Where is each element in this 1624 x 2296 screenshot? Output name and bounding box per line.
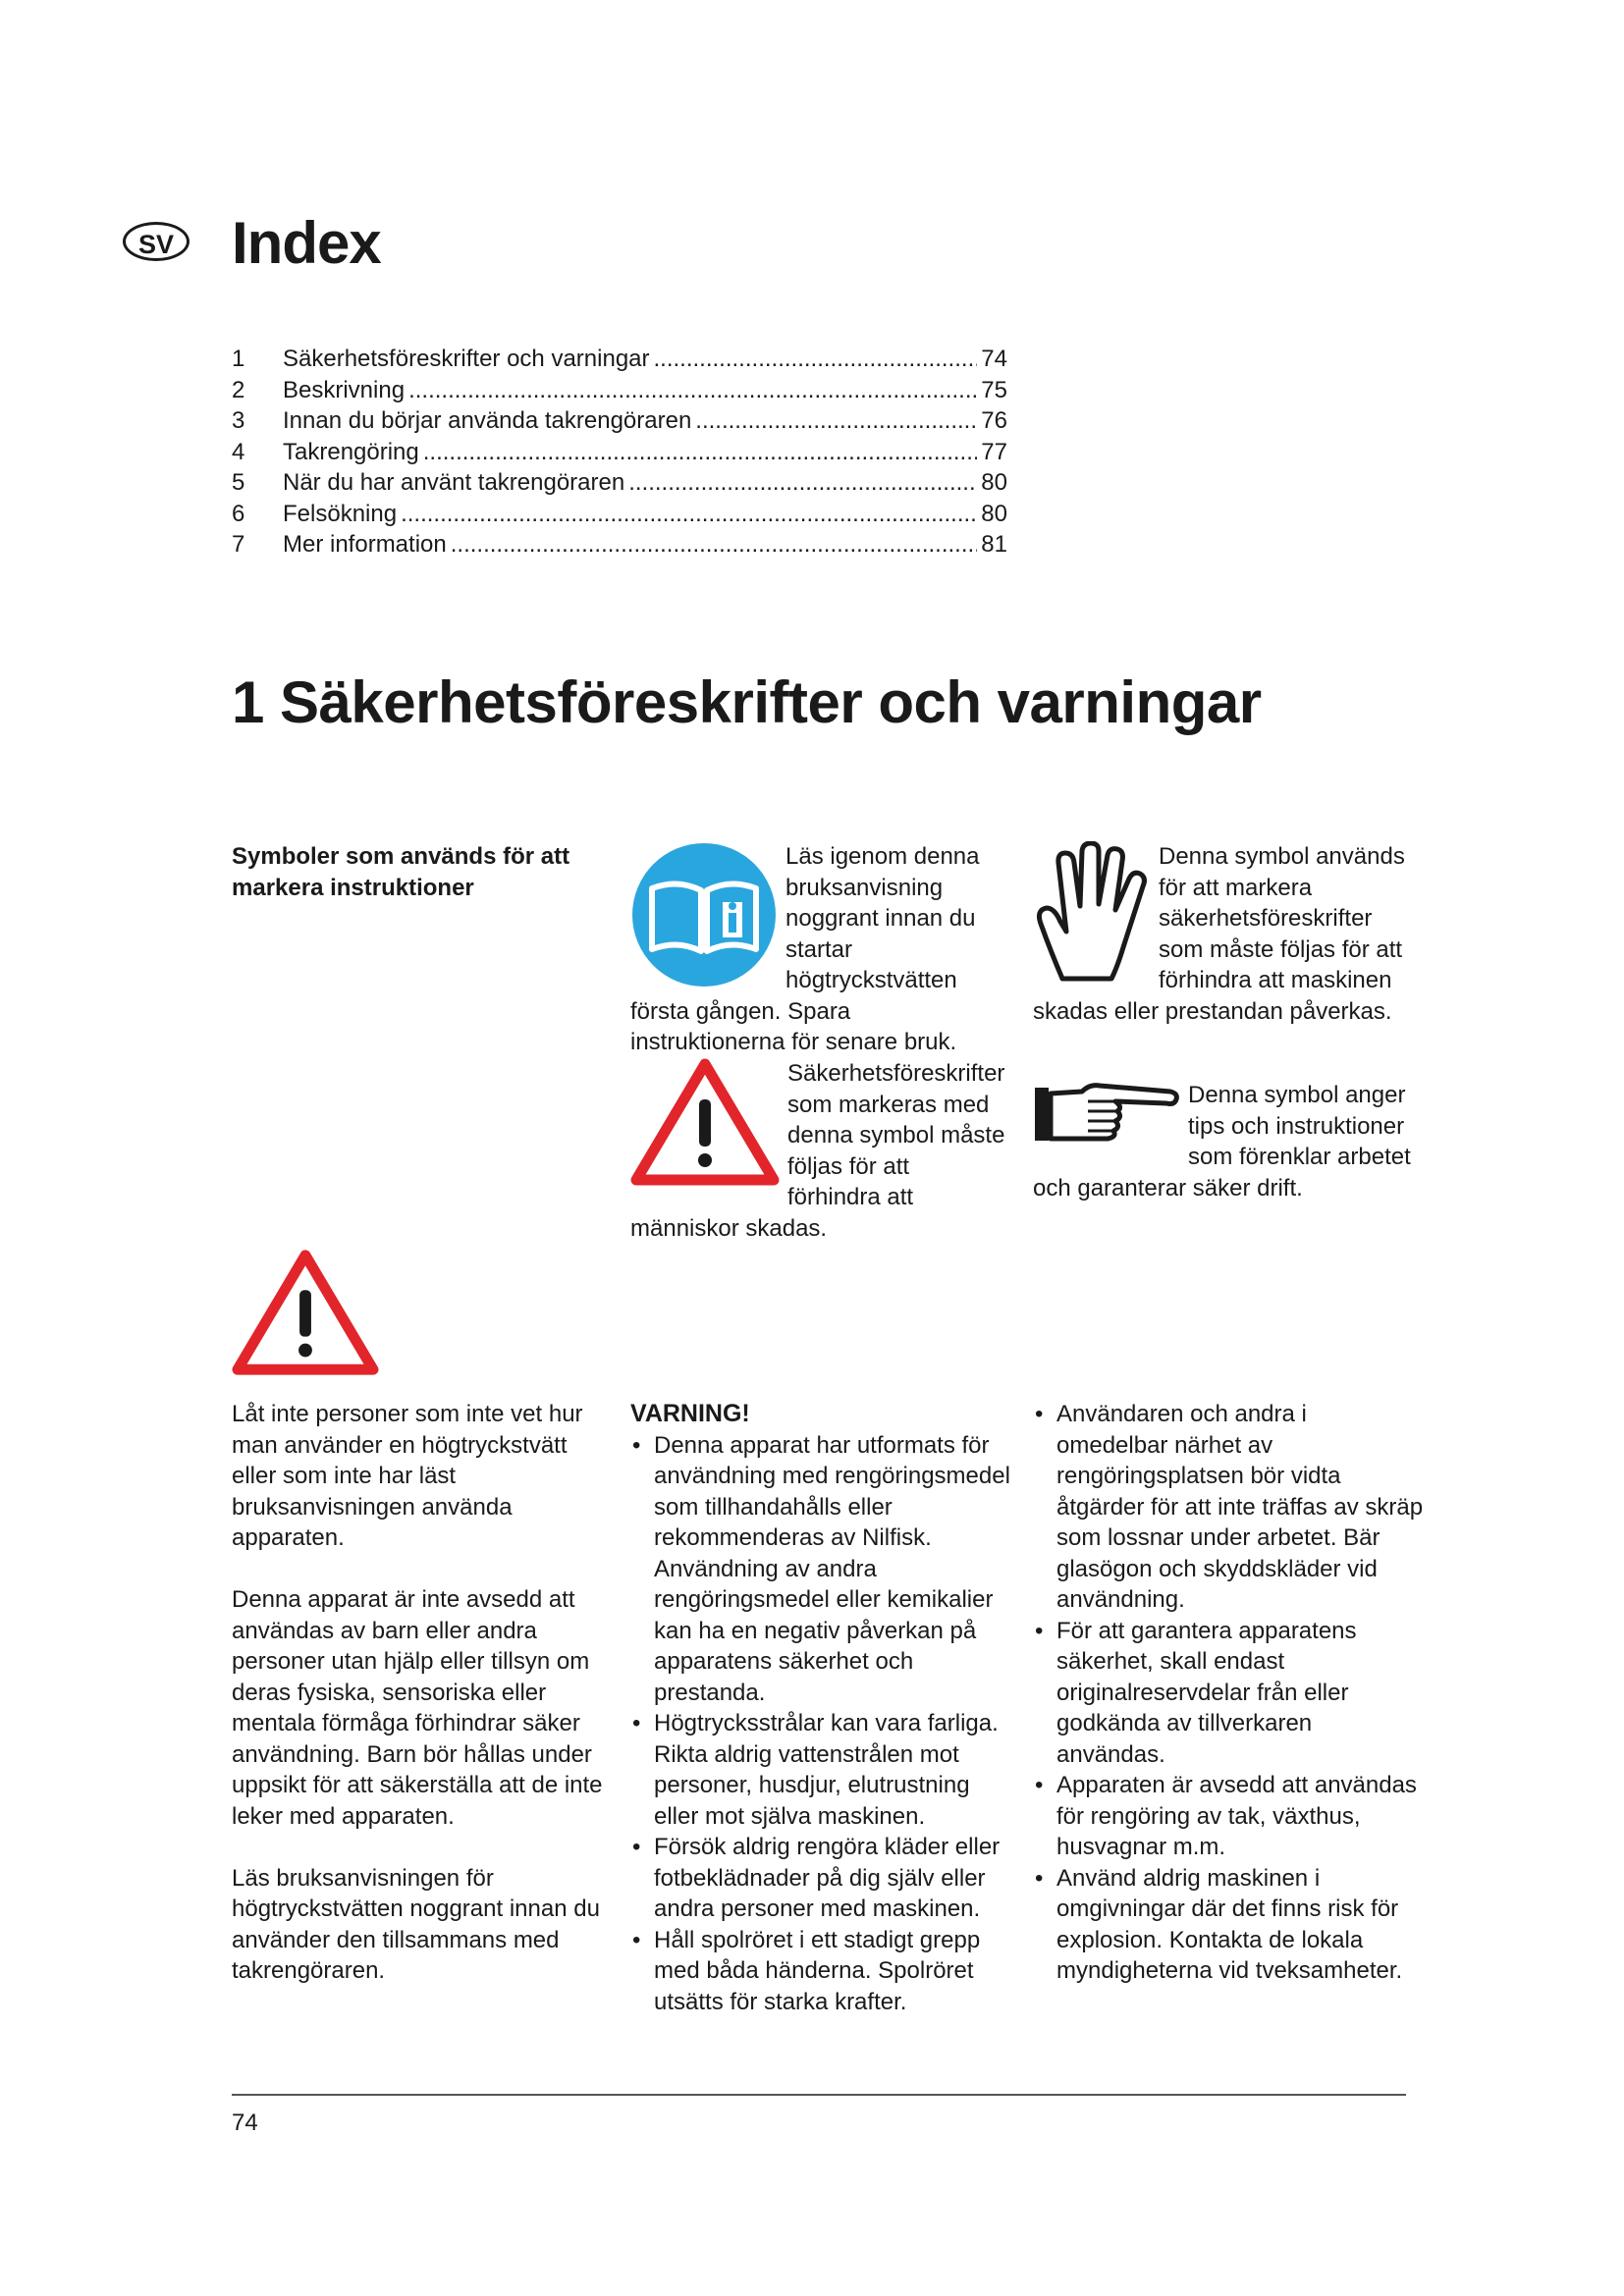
warning-list [630, 1430, 1019, 2018]
toc-number: 4 [232, 438, 245, 465]
toc-leader-dots [401, 499, 977, 530]
toc-title: När du har använt takrengöraren [283, 469, 625, 496]
symbol-hand-block [1033, 841, 1414, 1027]
toc-entry[interactable] [232, 499, 1007, 530]
toc-title: Takrengöring [283, 438, 419, 465]
paragraph: Läs bruksanvisningen för högtryckstvätten noggrant innan du använder den tillsammans med takrengöraren. [232, 1864, 600, 1984]
toc-leader-dots [451, 529, 978, 561]
toc-title: Felsökning [283, 500, 398, 527]
warning-triangle-icon [232, 1249, 379, 1376]
read-manual-icon [630, 841, 778, 988]
toc-entry[interactable] [232, 529, 1007, 561]
middle-column [630, 1399, 1019, 2017]
warning-triangle-icon [630, 1058, 780, 1186]
list-item: • Försök aldrig rengöra kläder eller fotbeklädnader på dig själv eller andra personer med maskinen. [630, 1832, 1019, 1925]
symbol-read-manual-block [630, 841, 1003, 1058]
symbol-warning-text: Säkerhetsföreskrifter som markeras med denna symbol måste följas för att förhindra att människor skadas. [630, 1060, 1005, 1242]
toc-page-number: 76 [981, 407, 1007, 434]
toc-entry[interactable] [232, 405, 1007, 437]
paragraph: Denna apparat är inte avsedd att användas av barn eller andra personer utan hjälp eller tillsyn om deras fysiska, sensoriska eller mentala förmåga förhindrar säker användning. Barn bör hållas under uppsikt för att säkerställa att de inte leker med apparaten. [232, 1586, 603, 1830]
list-item: • Användaren och andra i omedelbar närhet av rengöringsplatsen bör vidta åtgärder för att inte träffas av skräp som lossnar under arbetet. Bär glasögon och skyddskläder vid användning. [1033, 1399, 1424, 1616]
symbol-warning-block [630, 1058, 1007, 1244]
toc-title: Innan du börjar använda takrengöraren [283, 407, 692, 434]
list-item: • Apparaten är avsedd att användas för rengöring av tak, växthus, husvagnar m.m. [1033, 1770, 1424, 1863]
toc-number: 3 [232, 407, 245, 434]
toc-entry[interactable] [232, 437, 1007, 468]
language-badge: SV [123, 222, 189, 261]
toc-number: 5 [232, 469, 245, 496]
toc-number: 6 [232, 500, 245, 527]
warning-heading: VARNING! [630, 1400, 750, 1427]
list-item: • Denna apparat har utformats för användning med rengöringsmedel som tillhandahålls eller rekommenderas av Nilfisk. Användning av andra rengöringsmedel eller kemikalier kan ha en negativ påverkan på apparatens säkerhet och prestanda. [630, 1430, 1019, 1709]
list-item: • Högtrycksstrålar kan vara farliga. Rikta aldrig vattenstrålen mot personer, husdjur, elutrustning eller mot själva maskinen. [630, 1708, 1019, 1832]
section-title: 1 Säkerhetsföreskrifter och varningar [232, 669, 1262, 735]
left-column [232, 1399, 617, 2017]
paragraph: Låt inte personer som inte vet hur man använder en högtryckstvätt eller som inte har läst bruksanvisningen använda apparaten. [232, 1401, 583, 1551]
pointing-hand-icon [1033, 1080, 1180, 1148]
toc-entry[interactable] [232, 375, 1007, 406]
symbol-tip-text: Denna symbol anger tips och instruktioner som förenklar arbetet och garanterar säker drift. [1033, 1082, 1411, 1201]
right-column [1033, 1399, 1424, 1987]
toc-page-number: 74 [981, 346, 1007, 372]
toc-number: 7 [232, 531, 245, 558]
toc-title: Säkerhetsföreskrifter och varningar [283, 346, 650, 372]
safety-list [1033, 1399, 1424, 1987]
list-item: • Håll spolröret i ett stadigt grepp med båda händerna. Spolröret utsätts för starka krafter. [630, 1925, 1019, 2018]
page-number: 74 [232, 2109, 258, 2136]
toc-leader-dots [695, 405, 977, 437]
list-item: • Använd aldrig maskinen i omgivningar där det finns risk för explosion. Kontakta de lokala myndigheterna vid tveksamheter. [1033, 1863, 1424, 1987]
symbol-read-manual-text: Läs igenom denna bruksanvisning noggrant innan du startar högtryckstvätten första gången. Spara instruktionerna för senare bruk. [630, 843, 980, 1055]
toc-entry[interactable] [232, 467, 1007, 499]
toc-page-number: 75 [981, 376, 1007, 403]
toc-title: Mer information [283, 531, 447, 558]
toc-title: Beskrivning [283, 376, 406, 403]
toc-page-number: 80 [981, 500, 1007, 527]
toc-page-number: 77 [981, 438, 1007, 465]
list-item: • För att garantera apparatens säkerhet, skall endast originalreservdelar från eller godkända av tillverkaren användas. [1033, 1616, 1424, 1771]
symbol-hand-text: Denna symbol används för att markera säkerhetsföreskrifter som måste följas för att förhindra att maskinen skadas eller prestandan påverkas. [1033, 843, 1405, 1025]
toc-page-number: 81 [981, 531, 1007, 558]
toc-number: 1 [232, 346, 245, 372]
footer-divider [232, 2094, 1406, 2096]
stop-hand-icon [1033, 841, 1151, 988]
toc-page-number: 80 [981, 469, 1007, 496]
toc-leader-dots [408, 375, 977, 406]
toc-entry[interactable] [232, 344, 1007, 375]
symbol-tip-block [1033, 1080, 1414, 1203]
table-of-contents [232, 344, 1007, 561]
symbols-heading: Symboler som används för att markera instruktioner [232, 843, 570, 901]
toc-leader-dots [628, 467, 977, 499]
index-title: Index [232, 210, 381, 276]
toc-number: 2 [232, 376, 245, 403]
toc-leader-dots [654, 344, 978, 375]
toc-leader-dots [423, 437, 978, 468]
